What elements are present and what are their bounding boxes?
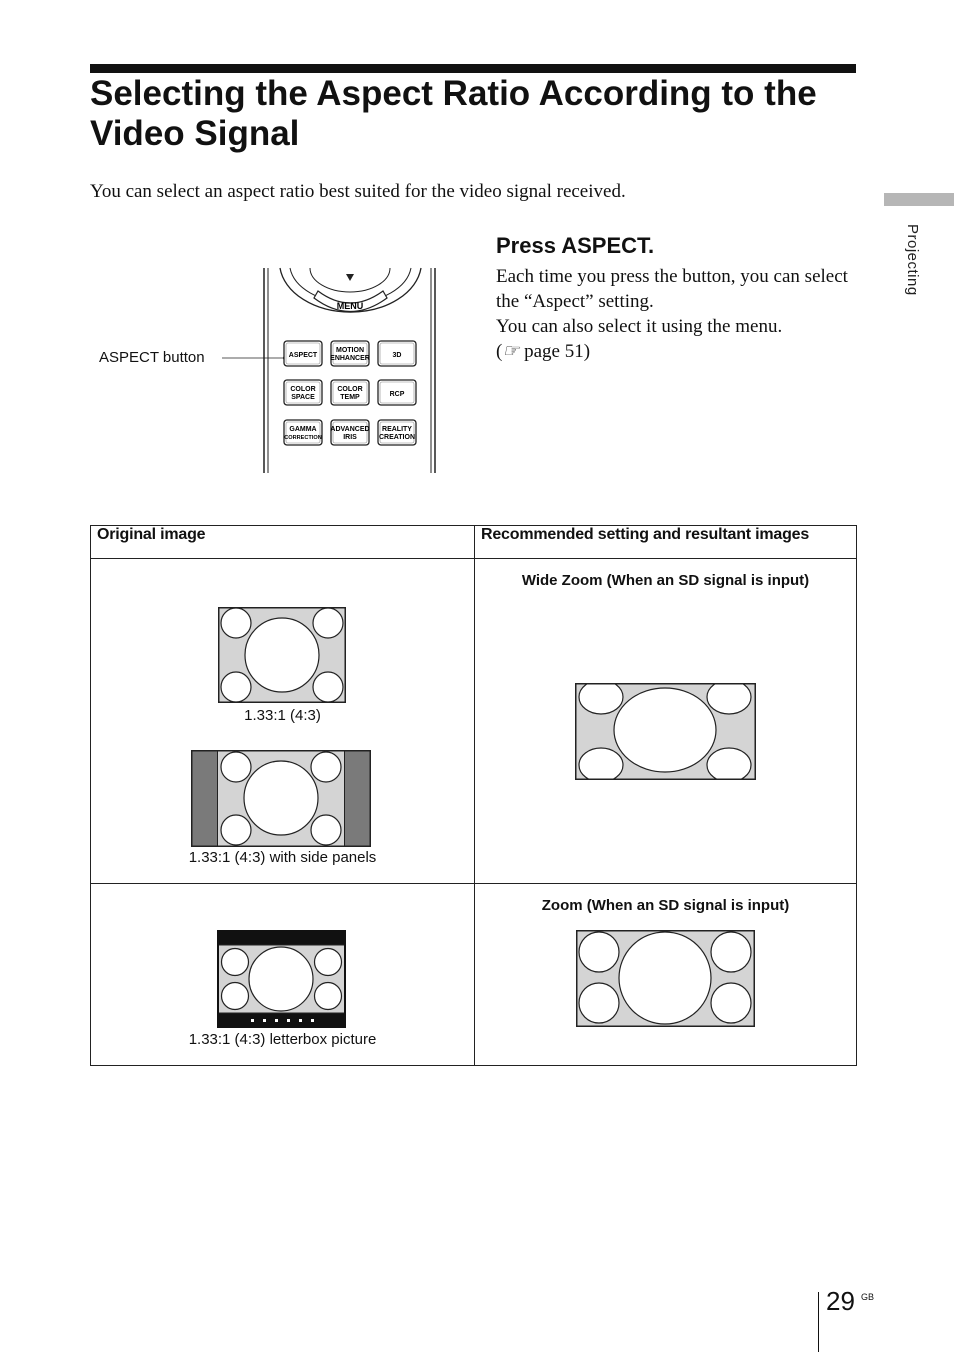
remote-aspect-button	[284, 341, 322, 366]
screen-wide-zoom-figure	[575, 683, 756, 780]
svg-text:RCP: RCP	[389, 391, 405, 398]
remote-motion-enhancer-button	[330, 341, 370, 366]
caption-4x3: 1.33:1 (4:3)	[244, 707, 321, 724]
page-reference-icon: ☞	[502, 341, 520, 362]
table-row	[91, 884, 857, 1066]
table-header-row	[91, 526, 857, 559]
step-line-2: You can also select it using the menu.	[496, 316, 783, 337]
caption-letterbox: 1.33:1 (4:3) letterbox picture	[188, 1031, 377, 1048]
intro-text: You can select an aspect ratio best suited for the video signal received.	[90, 181, 626, 202]
page-title: Selecting the Aspect Ratio According to the Video Signal	[90, 74, 817, 153]
screen-side-panels-figure	[191, 750, 371, 847]
svg-text:COLOR: COLOR	[290, 386, 316, 393]
step-line-1: Each time you press the button, you can select the “Aspect” setting.	[496, 266, 848, 312]
page-number: 29	[826, 1286, 855, 1316]
table-row	[91, 559, 857, 884]
svg-text:TEMP: TEMP	[340, 394, 360, 401]
svg-text:IRIS: IRIS	[343, 434, 357, 441]
result-cell	[475, 559, 857, 884]
setting-wide-zoom: Wide Zoom (When an SD signal is input)	[521, 572, 810, 589]
header-recommended: Recommended setting and resultant images	[475, 526, 857, 559]
page-region-code: GB	[861, 1292, 875, 1302]
svg-text:MOTION: MOTION	[336, 347, 364, 354]
svg-text:ADVANCED: ADVANCED	[330, 426, 370, 433]
remote-illustration	[98, 265, 443, 480]
svg-text:ASPECT: ASPECT	[288, 352, 318, 359]
aspect-button-callout: ASPECT button	[99, 349, 205, 366]
step-title: Press ASPECT.	[496, 233, 655, 258]
caption-side-panels: 1.33:1 (4:3) with side panels	[188, 849, 377, 866]
remote-gamma-correction-button	[284, 420, 322, 445]
remote-drawing	[98, 265, 443, 475]
section-tab-label: Projecting	[904, 224, 921, 296]
menu-key-label: MENU	[336, 301, 364, 311]
original-cell	[91, 559, 475, 884]
screen-4x3-figure	[218, 607, 346, 703]
screen-letterbox-figure	[217, 930, 346, 1028]
setting-zoom: Zoom (When an SD signal is input)	[541, 897, 790, 914]
remote-reality-creation-button	[378, 420, 416, 445]
original-cell	[91, 884, 475, 1066]
remote-3d-button	[378, 341, 416, 366]
section-tab-marker	[884, 193, 954, 206]
step-body	[496, 264, 856, 364]
title-rule	[90, 64, 856, 73]
remote-color-space-button	[284, 380, 322, 405]
svg-text:GAMMA: GAMMA	[289, 426, 317, 433]
remote-color-temp-button	[331, 380, 369, 405]
result-cell	[475, 884, 857, 1066]
svg-text:CORRECTION: CORRECTION	[284, 435, 322, 441]
svg-text:3D: 3D	[392, 352, 402, 359]
svg-text:COLOR: COLOR	[337, 386, 363, 393]
svg-text:CREATION: CREATION	[378, 434, 416, 441]
aspect-table	[90, 525, 857, 1066]
page-reference: page 51)	[524, 341, 591, 362]
remote-rcp-button	[378, 380, 416, 405]
page-number-rule	[818, 1292, 819, 1352]
svg-text:SPACE: SPACE	[291, 394, 315, 401]
header-original: Original image	[91, 526, 475, 559]
svg-text:ENHANCER: ENHANCER	[330, 355, 370, 362]
screen-zoom-figure	[576, 930, 755, 1027]
step-line-3: (☞ page 51)	[496, 341, 591, 362]
svg-text:REALITY: REALITY	[382, 426, 412, 433]
remote-advanced-iris-button	[330, 420, 369, 445]
